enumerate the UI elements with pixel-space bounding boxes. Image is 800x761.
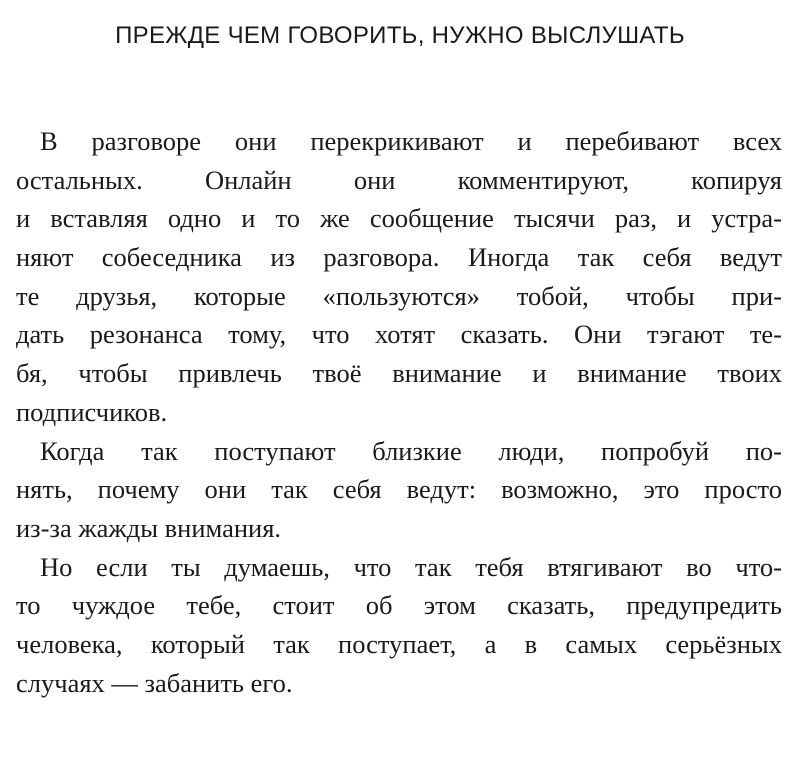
text-line: Но если ты думаешь, что так тебя втягивают во что-	[40, 551, 782, 582]
text-line: дать резонанса тому, что хотят сказать. Они тэгают те-	[16, 319, 782, 350]
text-line: и вставляя одно и то же сообщение тысячи раз, и устра-	[16, 203, 782, 234]
text-line: из-за жажды внимания.	[16, 512, 282, 543]
paragraph-3	[16, 548, 782, 703]
text-line: случаях — забанить его.	[16, 667, 293, 698]
text-line: Когда так поступают близкие люди, попробуй по-	[40, 435, 782, 466]
text-line: нять, почему они так себя ведут: возможно, это просто	[16, 474, 782, 505]
text-line: остальных. Онлайн они комментируют, копируя	[16, 164, 782, 195]
page-header: ПРЕЖДЕ ЧЕМ ГОВОРИТЬ, НУЖНО ВЫСЛУШАТЬ	[115, 22, 685, 49]
text-line: няют собеседника из разговора. Иногда так себя ведут	[16, 242, 782, 273]
paragraph-2	[16, 432, 782, 548]
paragraph-1	[16, 122, 782, 432]
text-line: то чуждое тебе, стоит об этом сказать, предупредить	[16, 590, 782, 621]
text-line: человека, который так поступает, а в самых серьёзных	[16, 628, 782, 659]
text-line: подписчиков.	[16, 396, 168, 427]
text-line: В разговоре они перекрикивают и перебивают всех	[40, 126, 782, 156]
text-line: бя, чтобы привлечь твоё внимание и внимание твоих	[16, 358, 782, 389]
text-line: те друзья, которые «пользуются» тобой, чтобы при-	[16, 280, 782, 311]
body-text	[16, 122, 782, 702]
